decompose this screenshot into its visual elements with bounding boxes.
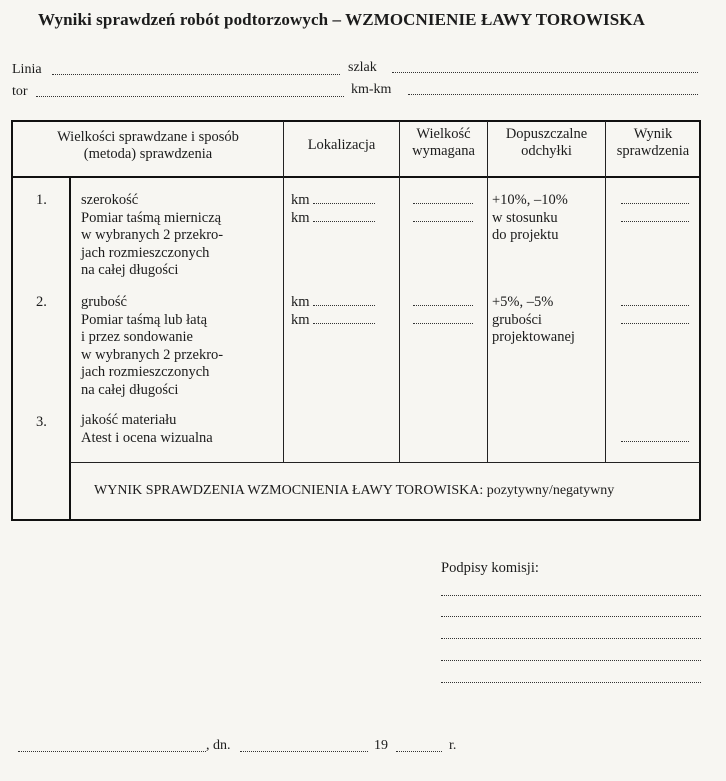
result-field[interactable] — [621, 212, 689, 222]
col-divider-3 — [487, 121, 488, 463]
table-top-border — [11, 120, 701, 122]
signature-line[interactable] — [441, 595, 701, 596]
row-location: km km — [291, 294, 375, 329]
signatures-label: Podpisy komisji: — [441, 560, 539, 576]
place-field[interactable] — [18, 751, 206, 752]
signature-line[interactable] — [441, 638, 701, 639]
summary-divider — [70, 462, 700, 463]
result-field[interactable] — [621, 194, 689, 204]
header-divider — [11, 176, 701, 178]
year-prefix: 19 — [374, 738, 388, 753]
location-km-field[interactable] — [313, 314, 375, 324]
required-value-field[interactable] — [413, 212, 473, 222]
linia-field[interactable] — [52, 74, 340, 75]
row-result — [621, 192, 689, 227]
result-field[interactable] — [621, 432, 689, 442]
row-number: 1. — [36, 192, 47, 208]
date-dn-label: , dn. — [206, 738, 231, 753]
row-required-value — [413, 192, 473, 227]
result-field[interactable] — [621, 314, 689, 324]
required-value-field[interactable] — [413, 194, 473, 204]
col-divider-2 — [399, 121, 400, 463]
row-result — [621, 430, 689, 448]
summary-text: WYNIK SPRAWDZENIA WZMOCNIENIA ŁAWY TOROWISKA: pozytywny/negatywny — [94, 483, 615, 498]
row-number: 3. — [36, 414, 47, 430]
header-lokalizacja: Lokalizacja — [307, 137, 376, 153]
num-col-divider — [69, 177, 71, 520]
year-suffix: r. — [449, 738, 457, 753]
location-km-field[interactable] — [313, 212, 375, 222]
signature-line[interactable] — [441, 682, 701, 683]
required-value-field[interactable] — [413, 296, 473, 306]
row-result — [621, 294, 689, 329]
szlak-field[interactable] — [392, 72, 698, 73]
row-required-value — [413, 294, 473, 329]
signature-line[interactable] — [441, 616, 701, 617]
location-km-field[interactable] — [313, 296, 375, 306]
tor-label: tor — [12, 84, 28, 99]
row-tolerance: +10%, –10% w stosunku do projektu — [492, 192, 568, 243]
header-dopuszczalne-odchylki: Dopuszczalne odchyłki — [505, 126, 588, 159]
header-wielkosc-wymagana: Wielkość wymagana — [412, 126, 475, 159]
page-title: Wyniki sprawdzeń robót podtorzowych – WZMOCNIENIE ŁAWY TOROWISKA — [38, 10, 645, 29]
col-divider-4 — [605, 121, 606, 463]
row-number: 2. — [36, 294, 47, 310]
header-wielkosci: Wielkości sprawdzane i sposób (metoda) sprawdzenia — [57, 129, 239, 162]
col-divider-1 — [283, 121, 284, 463]
required-value-field[interactable] — [413, 314, 473, 324]
km-km-label: km-km — [351, 82, 392, 97]
year-field[interactable] — [396, 751, 442, 752]
table-right-border — [699, 120, 701, 521]
table-left-border — [11, 120, 13, 521]
table-bottom-border — [11, 519, 701, 521]
row-location: km km — [291, 192, 375, 227]
linia-label: Linia — [12, 62, 42, 77]
date-field[interactable] — [240, 751, 368, 752]
km-km-field[interactable] — [408, 94, 698, 95]
row-description: grubość Pomiar taśmą lub łatą i przez sondowanie w wybranych 2 przekro- jach rozmieszczonych na całej długości — [81, 294, 224, 398]
header-wynik-sprawdzenia: Wynik sprawdzenia — [616, 126, 690, 159]
row-tolerance: +5%, –5% grubości projektowanej — [492, 294, 575, 345]
row-description: szerokość Pomiar taśmą mierniczą w wybranych 2 przekro- jach rozmieszczonych na całej długości — [81, 192, 224, 278]
tor-field[interactable] — [36, 96, 344, 97]
row-description: jakość materiału Atest i ocena wizualna — [81, 412, 213, 446]
szlak-label: szlak — [348, 60, 377, 75]
location-km-field[interactable] — [313, 194, 375, 204]
result-field[interactable] — [621, 296, 689, 306]
signature-line[interactable] — [441, 660, 701, 661]
